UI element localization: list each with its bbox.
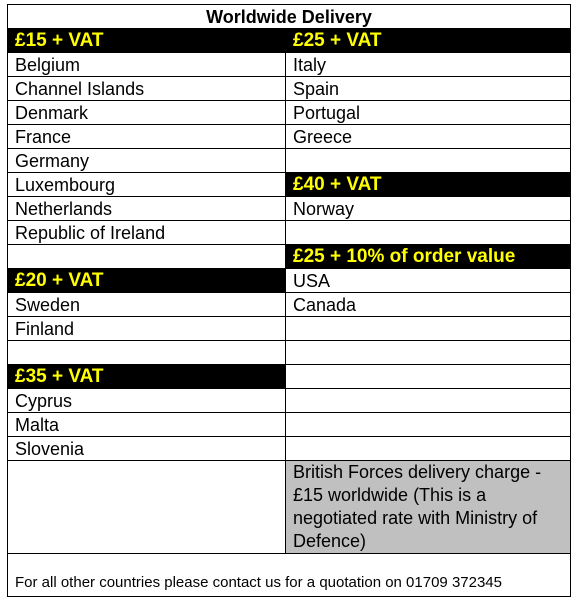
empty-cell bbox=[8, 461, 286, 554]
table-row bbox=[8, 77, 571, 101]
title-row bbox=[8, 5, 571, 29]
price-header-25-vat: £25 + VAT bbox=[286, 29, 571, 53]
footer-row bbox=[8, 554, 571, 597]
delivery-table bbox=[7, 4, 571, 597]
country-cell: Belgium bbox=[8, 53, 286, 77]
country-cell: Portugal bbox=[286, 101, 571, 125]
empty-cell bbox=[8, 245, 286, 269]
empty-cell bbox=[286, 341, 571, 365]
table-row bbox=[8, 197, 571, 221]
country-cell: Germany bbox=[8, 149, 286, 173]
table-row bbox=[8, 125, 571, 149]
price-header-15-vat: £15 + VAT bbox=[8, 29, 286, 53]
price-header-40-vat: £40 + VAT bbox=[286, 173, 571, 197]
empty-cell bbox=[286, 437, 571, 461]
country-cell: Finland bbox=[8, 317, 286, 341]
price-header-20-vat: £20 + VAT bbox=[8, 269, 286, 293]
country-cell: France bbox=[8, 125, 286, 149]
table-row bbox=[8, 389, 571, 413]
table-row bbox=[8, 365, 571, 389]
table-row bbox=[8, 245, 571, 269]
country-cell: Luxembourg bbox=[8, 173, 286, 197]
empty-cell bbox=[286, 149, 571, 173]
table-row bbox=[8, 29, 571, 53]
empty-cell bbox=[286, 413, 571, 437]
empty-cell bbox=[286, 389, 571, 413]
empty-cell bbox=[286, 365, 571, 389]
country-cell: Norway bbox=[286, 197, 571, 221]
country-cell: Republic of Ireland bbox=[8, 221, 286, 245]
country-cell: Italy bbox=[286, 53, 571, 77]
table-row bbox=[8, 221, 571, 245]
empty-cell bbox=[286, 221, 571, 245]
table-row bbox=[8, 53, 571, 77]
table-title: Worldwide Delivery bbox=[8, 5, 571, 29]
country-cell: Channel Islands bbox=[8, 77, 286, 101]
country-cell: Malta bbox=[8, 413, 286, 437]
british-forces-note: British Forces delivery charge - £15 worldwide (This is a negotiated rate with Ministry of Defence) bbox=[286, 461, 571, 554]
empty-cell bbox=[286, 317, 571, 341]
country-cell: Canada bbox=[286, 293, 571, 317]
country-cell: Greece bbox=[286, 125, 571, 149]
price-header-25-plus-10pct: £25 + 10% of order value bbox=[286, 245, 571, 269]
contact-footer: For all other countries please contact us for a quotation on 01709 372345 bbox=[8, 554, 571, 597]
table-row bbox=[8, 317, 571, 341]
table-row bbox=[8, 173, 571, 197]
table-row bbox=[8, 101, 571, 125]
country-cell: USA bbox=[286, 269, 571, 293]
country-cell: Netherlands bbox=[8, 197, 286, 221]
table-row bbox=[8, 269, 571, 293]
table-row bbox=[8, 461, 571, 554]
price-header-35-vat: £35 + VAT bbox=[8, 365, 286, 389]
table-row bbox=[8, 413, 571, 437]
country-cell: Cyprus bbox=[8, 389, 286, 413]
country-cell: Denmark bbox=[8, 101, 286, 125]
table-row bbox=[8, 437, 571, 461]
country-cell: Sweden bbox=[8, 293, 286, 317]
country-cell: Slovenia bbox=[8, 437, 286, 461]
table-row bbox=[8, 149, 571, 173]
empty-cell bbox=[8, 341, 286, 365]
table-row bbox=[8, 341, 571, 365]
table-row bbox=[8, 293, 571, 317]
country-cell: Spain bbox=[286, 77, 571, 101]
